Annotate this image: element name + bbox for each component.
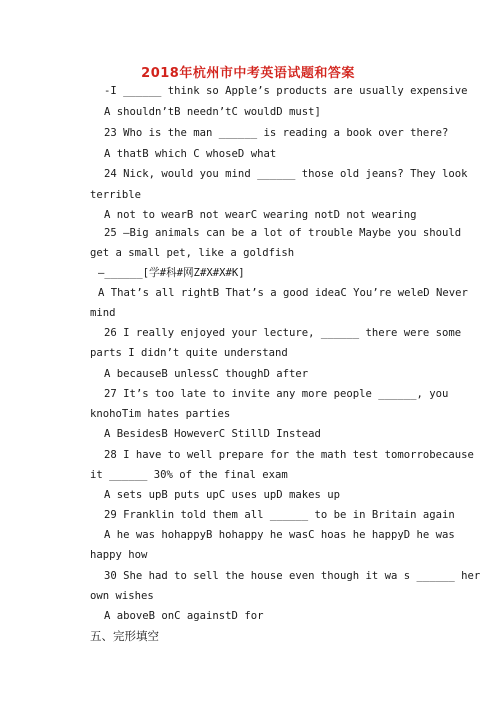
text-line: A sets upB puts upC uses upD makes up [104, 489, 340, 501]
text-line: 24 Nick, would you mind ______ those old jeans? They look [104, 168, 468, 180]
text-line: A aboveB onC againstD for [104, 610, 264, 622]
text-line: A That’s all rightB That’s a good ideaC You’re weleD Never [98, 287, 468, 299]
text-line: get a small pet, like a goldfish [90, 247, 295, 259]
text-line: -I ______ think so Apple’s products are usually expensive [104, 85, 468, 97]
text-line: A shouldn’tB needn’tC wouldD must] [104, 106, 321, 118]
text-line: 23 Who is the man ______ is reading a book over there? [104, 127, 449, 139]
text-line: A thatB which C whoseD what [104, 148, 277, 160]
text-line: it ______ 30% of the final exam [90, 469, 288, 481]
text-line: 27 It’s too late to invite any more people ______, you [104, 388, 449, 400]
text-line: own wishes [90, 590, 154, 602]
text-line: A not to wearB not wearC wearing notD not wearing [104, 209, 417, 221]
section-heading: 五、完形填空 [90, 629, 159, 643]
text-line: terrible [90, 189, 142, 201]
text-line: mind [90, 307, 116, 319]
text-line: parts I didn’t quite understand [90, 347, 288, 359]
text-line: 25 –Big animals can be a lot of trouble Maybe you should [104, 227, 462, 239]
text-line: 26 I really enjoyed your lecture, ______ there were some [104, 327, 462, 339]
text-line: knohoTim hates parties [90, 408, 231, 420]
text-line: 28 I have to well prepare for the math test tomorrobecause [104, 449, 474, 461]
text-line: A BesidesB HoweverC StillD Instead [104, 428, 321, 440]
text-line: 29 Franklin told them all ______ to be in Britain again [104, 509, 455, 521]
text-line: A he was hohappyB hohappy he wasC hoas he happyD he was [104, 529, 455, 541]
page-title: 2018年杭州市中考英语试题和答案 [141, 66, 355, 81]
text-line: 30 She had to sell the house even though it wa s ______ her [104, 570, 481, 582]
text-line: —______[学#科#网Z#X#X#K] [98, 267, 245, 279]
text-line: A becauseB unlessC thoughD after [104, 368, 309, 380]
text-line: happy how [90, 549, 148, 561]
